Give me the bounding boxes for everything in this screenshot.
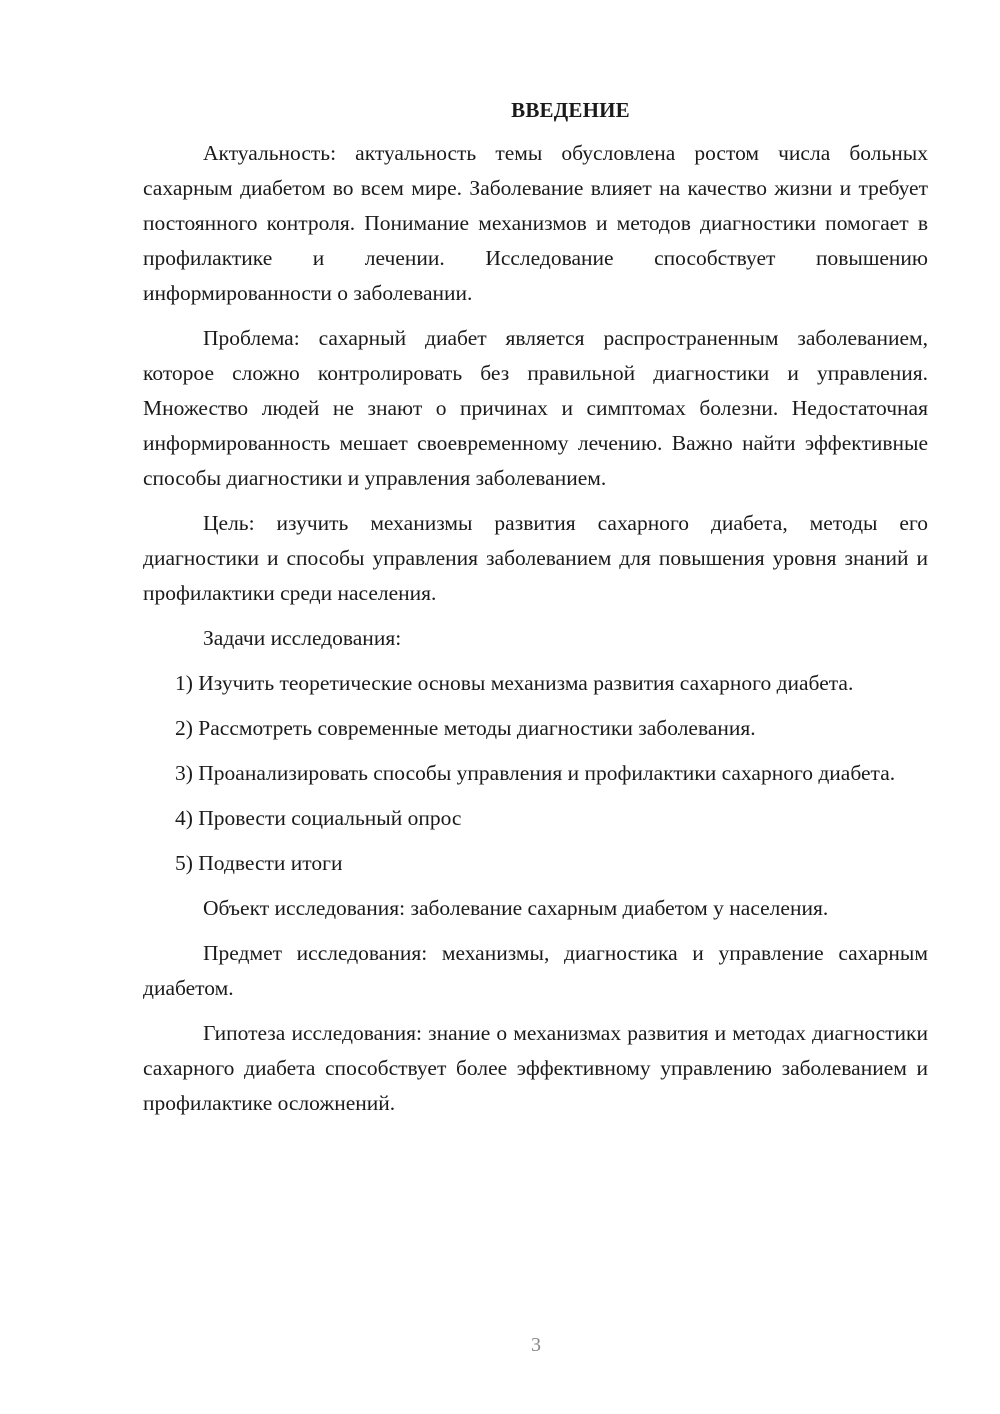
task-item-5: 5) Подвести итоги — [175, 851, 343, 875]
page-title: ВВЕДЕНИЕ — [511, 98, 630, 122]
task-item-1: 1) Изучить теоретические основы механизма развития сахарного диабета. — [175, 671, 854, 695]
relevance-paragraph: Актуальность: актуальность темы обусловлена ростом числа больных сахарным диабетом во всем мире. Заболевание влияет на качество жизни и требует постоянного контроля. Понимание механизмов и методов диагностики помогает в профилактике и лечении. Исследование способствует повышению информированности о заболевании. — [143, 141, 928, 305]
page-number: 3 — [531, 1334, 541, 1356]
tasks-heading: Задачи исследования: — [203, 626, 402, 650]
problem-paragraph: Проблема: сахарный диабет является распространенным заболеванием, которое сложно контролировать без правильной диагностики и управления. Множество людей не знают о причинах и симптомах болезни. Недостаточная информированность мешает своевременному лечению. Важно найти эффективные способы диагностики и управления заболеванием. — [143, 326, 928, 490]
task-item-2: 2) Рассмотреть современные методы диагностики заболевания. — [175, 716, 756, 740]
object-paragraph: Объект исследования: заболевание сахарным диабетом у населения. — [203, 896, 829, 920]
hypothesis-paragraph: Гипотеза исследования: знание о механизмах развития и методах диагностики сахарного диабета способствует более эффективному управлению заболеванием и профилактике осложнений. — [143, 1021, 928, 1115]
subject-paragraph: Предмет исследования: механизмы, диагностика и управление сахарным диабетом. — [143, 941, 928, 1000]
goal-paragraph: Цель: изучить механизмы развития сахарного диабета, методы его диагностики и способы управления заболеванием для повышения уровня знаний и профилактики среди населения. — [143, 511, 928, 605]
document-page — [143, 96, 928, 1131]
task-item-4: 4) Провести социальный опрос — [175, 806, 462, 830]
task-item-3: 3) Проанализировать способы управления и профилактики сахарного диабета. — [175, 761, 896, 785]
